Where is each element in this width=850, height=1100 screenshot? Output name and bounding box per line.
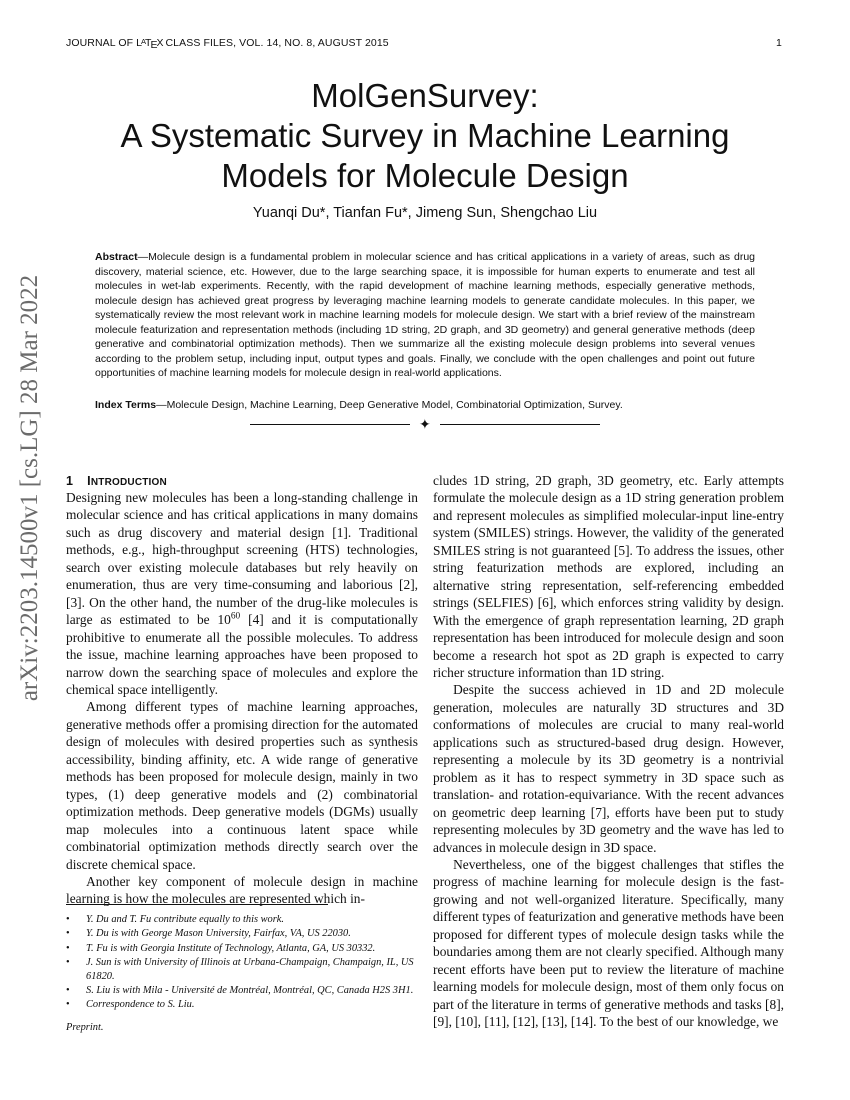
paragraph: Despite the success achieved in 1D and 2D molecule generation, molecules are naturally 3D structures and 3D conformations of molecules are crucial to many real-world applications such as structured-based drug design. However, representing a molecule by its 3D geometry is a nontrivial problem as it has to respect symmetry in 3D space such as translation- and rotation-equivariance. With the recent advances on geometric deep learning [7], efforts have been put to study representing molecules by 3D geometry and the wave has led to advances in molecule design in 3D space. — [433, 682, 784, 855]
title-line-1: MolGenSurvey: — [311, 77, 539, 114]
page-number: 1 — [776, 37, 782, 49]
footnote-item: • Y. Du and T. Fu contribute equally to this work. — [66, 914, 284, 925]
arxiv-stamp: arXiv:2203.14500v1 [cs.LG] 28 Mar 2022 — [16, 274, 43, 701]
paragraph: Nevertheless, one of the biggest challenges that stifles the progress of machine learning for molecule design is the fast-growing and not well-organized literature. Specifically, many different types of featurization and generative methods have been proposed for different types of molecule design tasks while the boundaries among them are not clearly specified. Although many recent efforts have been put to review the literature of machine learning models for molecule design, most of them only focus on part of the literature in terms of generative methods and tasks [8], [9], [10], [11], [12], [13], [14]. To the best of our knowledge, we — [433, 856, 785, 1030]
section-title: INTRODUCTION — [87, 474, 167, 488]
separator-diamond-icon: ✦ — [419, 416, 431, 432]
footnote-item: • Correspondence to S. Liu. — [66, 999, 195, 1011]
preprint-note: Preprint. — [66, 1022, 104, 1033]
paragraph: Another key component of molecule design in machine learning is how the molecules are represented which in- — [66, 873, 418, 907]
title-line-3: Models for Molecule Design — [221, 157, 629, 194]
running-header: JOURNAL OF $L^ATEX$ CLASS FILES, VOL. 14, NO. 8, AUGUST 2015 — [66, 37, 389, 51]
footnote-item: • T. Fu is with Georgia Institute of Technology, Atlanta, GA, US 30332. — [66, 942, 376, 954]
bullet-icon: • — [66, 957, 70, 969]
index-terms-text: —Molecule Design, Machine Learning, Deep Generative Model, Combinatorial Optimization, Survey. — [156, 399, 623, 411]
section-number: 1 — [66, 474, 74, 488]
index-terms-label: Index Terms — [95, 399, 157, 411]
paper-title — [66, 76, 784, 196]
paragraph: Designing new molecules has been a long-standing challenge in molecular science and has critical applications in many domains such as drug discovery and material design [1]. Traditional methods, e.g., high-throughput screening (HTS) technologies, search over existing molecule databases but rely heavily on enumeration, thus are very time-consuming and laborious [2], [3]. On the other hand, the number of the drug-like molecules is large as estimated to be $10^{60}$ [4] and it is computationally prohibitive to enumerate all the possible molecules. To address the issue, machine learning approaches have been proposed to narrow down the searching space of molecules and explore the chemical space intelligently. — [66, 490, 418, 697]
abstract — [95, 250, 755, 381]
paragraph: Among different types of machine learning approaches, generative methods offer a promising direction for the automated design of molecules with desired properties such as synthesis accessibility, binding affinity, etc. A wide range of generative methods has been proposed for molecule design, mainly in two types, (1) deep generative models and (2) combinatorial optimization methods. Deep generative models (DGMs) usually map molecules into a continuous latent space while combinatorial optimization methods directly search over the discrete chemical space. — [66, 699, 418, 872]
abstract-label: Abstract — [95, 251, 138, 263]
bullet-icon: • — [66, 928, 70, 940]
footnote-rule — [66, 904, 328, 905]
separator-rule-left — [250, 424, 410, 425]
footnote-item: • Y. Du is with George Mason University, Fairfax, VA, US 22030. — [66, 928, 351, 940]
bullet-icon: • — [66, 942, 70, 954]
left-column — [66, 489, 418, 908]
author-list: Yuanqi Du*, Tianfan Fu*, Jimeng Sun, Shengchao Liu — [252, 205, 598, 221]
latex-logo: $L^ATEX$ — [136, 37, 163, 51]
footnotes — [66, 913, 418, 1013]
section-heading — [66, 474, 167, 488]
footnote-item: • S. Liu is with Mila - Université de Montréal, Montréal, QC, Canada H2S 3H1. — [66, 985, 414, 997]
abstract-text: —Molecule design is a fundamental problem in molecular science and has critical applications in a variety of areas, such as drug discovery, material science, etc. However, due to the large searching space, it is impossible for human experts to enumerate and test all molecules in wet-lab experiments. Recently, with the rapid development of machine learning methods, especially generative methods, molecule design has achieved great progress by leveraging machine learning models to generate candidate molecules. In this paper, we systematically review the most relevant work in machine learning models for molecule design. We start with a brief review of the mainstream molecule featurization and representation methods (including 1D string, 2D graph, and 3D geometry) and general generative methods (deep generative and combinatorial optimization methods). Then we summarize all the existing molecule design problems into several venues according to the problem setup, including input, output types and goals. Finally, we conclude with the open challenges and point out future opportunities of machine learning models for molecule design in real-world applications. — [95, 251, 755, 379]
title-line-2: A Systematic Survey in Machine Learning — [120, 117, 730, 154]
footnote-item: • J. Sun is with University of Illinois at Urbana-Champaign, Champaign, IL, US 61820. — [66, 957, 414, 982]
bullet-icon: • — [66, 985, 70, 997]
bullet-icon: • — [66, 999, 70, 1011]
right-column — [433, 472, 784, 1031]
index-terms — [95, 398, 755, 413]
separator-rule-right — [440, 424, 600, 425]
bullet-icon: • — [66, 914, 70, 925]
paragraph: cludes 1D string, 2D graph, 3D geometry, etc. Early attempts formulate the molecule design as a 1D string generation problem and represent molecules as simplified molecular-input line-entry system (SMILES) strings. However, the validity of the generated SMILES string is not guaranteed [5]. To address the issues, other string featurization methods are explored, including an alternative string representation, self-referencing embedded strings (SELFIES) [6], which enforces string validity by design. With the emergence of graph representation learning, 2D graph representation has been introduced for molecule design and soon become a research hot spot as 2D graph is expected to carry richer structure information than 1D string. — [433, 473, 784, 680]
